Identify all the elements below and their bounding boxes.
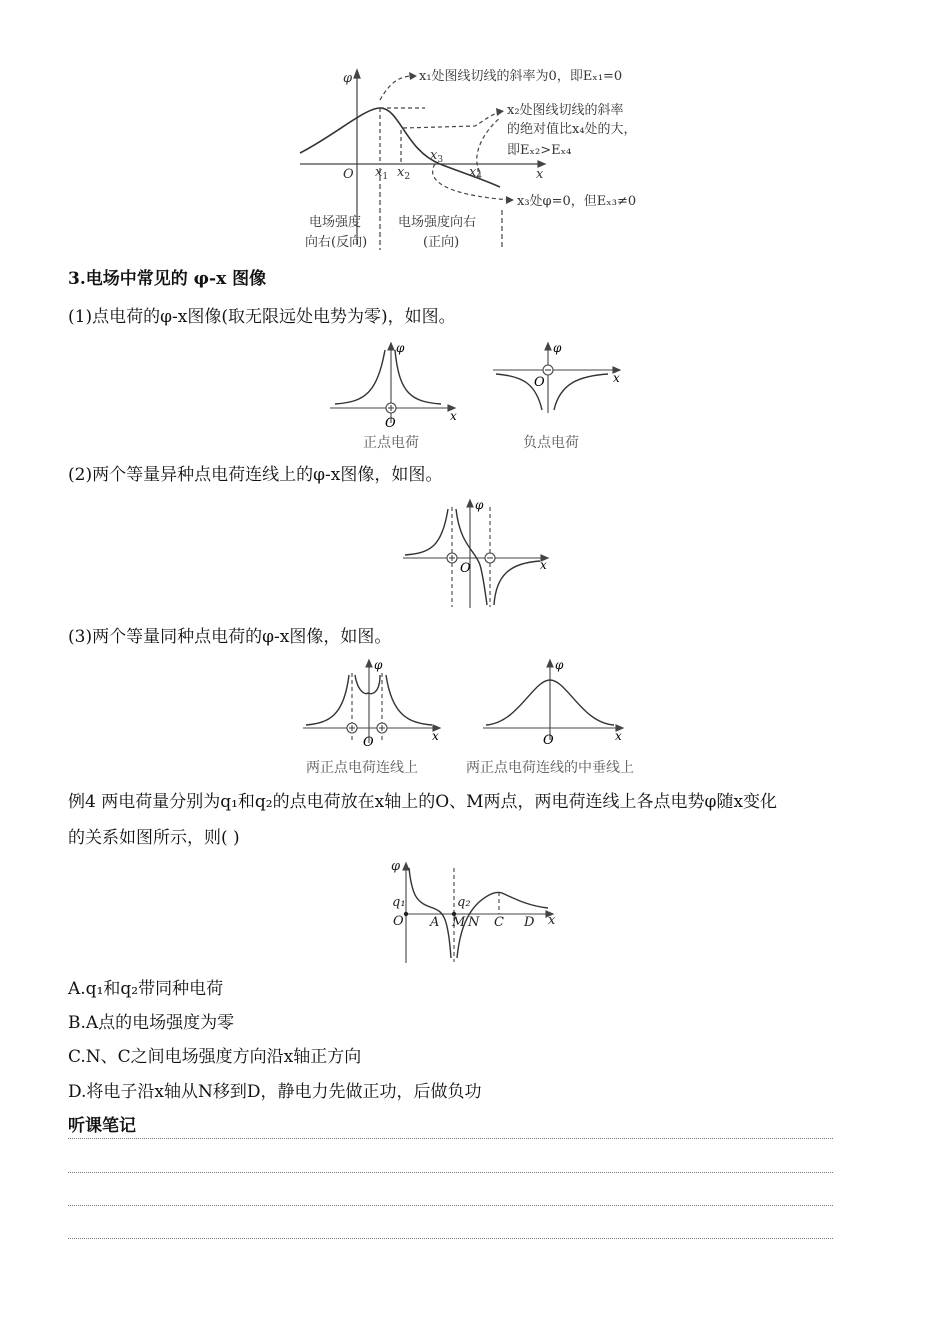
- axis-phi-label: φ: [475, 498, 484, 512]
- axis-phi-label: φ: [396, 341, 405, 355]
- notes-line: [68, 1205, 833, 1206]
- origin-label: O: [460, 561, 471, 576]
- annotation-x3: x₃处φ=0，但Eₓ₃≠0: [517, 194, 637, 209]
- axis-x-label: x: [540, 558, 547, 572]
- region-left-line1: 电场强度: [309, 215, 362, 230]
- x4-label: x: [469, 165, 477, 180]
- notes-line: [68, 1172, 833, 1173]
- annotation-x1: x₁处图线切线的斜率为0，即Eₓ₁=0: [419, 69, 623, 84]
- region-left-line2: 向右(反向): [305, 235, 368, 250]
- option-d: D.将电子沿x轴从N移到D，静电力先做正功，后做负功: [68, 1082, 482, 1102]
- point-N-label: N: [468, 915, 480, 930]
- point-C-label: C: [494, 915, 504, 930]
- annotation-x2-line1: x₂处图线切线的斜率: [507, 103, 624, 118]
- item-3-text: (3)两个等量同种点电荷的φ-x图像，如图。: [68, 627, 392, 647]
- figure-phi-x-explained: [295, 60, 665, 255]
- origin-label: O: [534, 375, 545, 390]
- q1-label: q₁: [392, 895, 406, 910]
- caption-same-perpendicular: 两正点电荷连线的中垂线上: [466, 760, 634, 776]
- axis-phi-label: φ: [553, 341, 562, 355]
- origin-label: O: [343, 167, 354, 182]
- origin-label: O: [363, 735, 374, 750]
- axis-x-label: x: [450, 409, 457, 423]
- x2-label: x: [397, 165, 405, 180]
- region-right-line1: 电场强度向右: [398, 215, 477, 230]
- figure-negative-point-charge: [488, 338, 628, 418]
- option-c: C.N、C之间电场强度方向沿x轴正方向: [68, 1047, 362, 1067]
- x3-label: x: [430, 148, 438, 163]
- svg-text:x1: $x_1$: [375, 165, 389, 182]
- region-right-line2: (正向): [423, 235, 460, 250]
- q2-label: q₂: [457, 895, 471, 910]
- origin-label: O: [393, 914, 404, 929]
- axis-x-label: x: [615, 729, 622, 743]
- item-2-text: (2)两个等量异种点电荷连线上的φ-x图像，如图。: [68, 465, 443, 485]
- figure-example-4: [388, 858, 563, 966]
- point-D-label: D: [524, 915, 535, 930]
- svg-text:x4: $x_4$: [469, 165, 483, 182]
- notes-line: [68, 1138, 833, 1139]
- axis-x-label: x: [613, 371, 620, 385]
- example-4-line1: 例4 两电荷量分别为q₁和q₂的点电荷放在x轴上的O、M两点，两电荷连线上各点电势φ随x变化: [68, 792, 778, 812]
- annotation-x2-line3: 即Eₓ₂>Eₓ₄: [507, 143, 572, 158]
- axis-x-label: x: [548, 913, 556, 928]
- x1-label: x: [375, 165, 383, 180]
- section-3-title: 3.电场中常见的 φ-x 图像: [68, 269, 267, 289]
- item-1-text: (1)点电荷的φ-x图像(取无限远处电势为零)，如图。: [68, 307, 456, 327]
- figure-positive-point-charge: [325, 338, 465, 428]
- axis-phi-label: φ: [343, 71, 353, 86]
- example-4-line2: 的关系如图所示，则( ): [68, 828, 240, 848]
- notes-title: 听课笔记: [68, 1116, 136, 1136]
- svg-text:x3: $x_3$: [430, 148, 444, 165]
- caption-same-line: 两正点电荷连线上: [306, 760, 418, 776]
- svg-text:x2: $x_2$: [397, 165, 411, 182]
- axis-x-label: x: [432, 729, 439, 743]
- caption-negative-charge: 负点电荷: [523, 435, 579, 451]
- axis-phi-label: φ: [374, 658, 383, 672]
- caption-positive-charge: 正点电荷: [363, 435, 419, 451]
- option-a: A.q₁和q₂带同种电荷: [68, 979, 224, 999]
- figure-same-charges-line: [300, 655, 445, 750]
- figure-same-charges-perpendicular: [478, 655, 628, 750]
- origin-label: O: [543, 733, 554, 748]
- figure-opposite-charges: [400, 495, 560, 610]
- point-M-label: M: [452, 915, 466, 930]
- point-A-label: A: [430, 915, 440, 930]
- origin-label: O: [385, 416, 396, 428]
- annotation-x2-line2: 的绝对值比x₄处的大，: [507, 122, 637, 137]
- axis-phi-label: φ: [391, 859, 401, 874]
- option-b: B.A点的电场强度为零: [68, 1013, 235, 1033]
- notes-line: [68, 1238, 833, 1239]
- axis-x-label: x: [536, 167, 544, 182]
- axis-phi-label: φ: [555, 658, 564, 672]
